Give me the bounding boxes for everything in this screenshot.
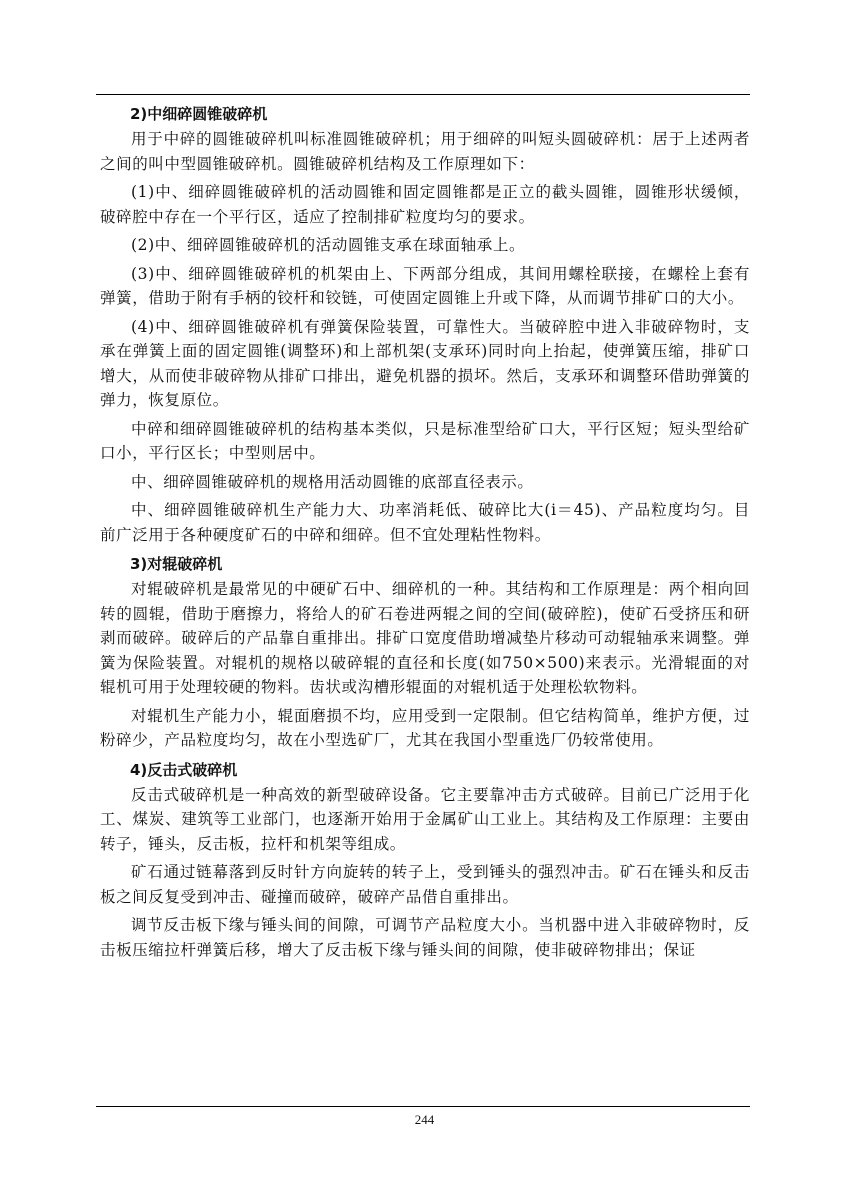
section-heading: 3)对辊破碎机: [130, 555, 223, 573]
section-cone-crusher: [100, 101, 750, 547]
paragraph: 中、细碎圆锥破碎机的规格用活动圆锥的底部直径表示。: [131, 472, 534, 491]
paragraph: (1)中、细碎圆锥破碎机的活动圆锥和固定圆锥都是正立的截头圆锥，圆锥形状缓倾，破碎腔中存在一个平行区，适应了控制排矿粒度均匀的要求。: [100, 183, 750, 226]
footer-rule: [96, 1106, 750, 1107]
paragraph: (4)中、细碎圆锥破碎机有弹簧保险装置，可靠性大。当破碎腔中进入非破碎物时，支承在弹簧上面的固定圆锥(调整环)和上部机架(支承环)同时向上抬起，使弹簧压缩，排矿口增大，从而使非破碎物从排矿口排出，避免机器的损坏。然后，支承环和调整环借助弹簧的弹力，恢复原位。: [100, 317, 750, 409]
paragraph: 用于中碎的圆锥破碎机叫标准圆锥破碎机；用于细碎的叫短头圆破碎机：居于上述两者之间的叫中型圆锥破碎机。圆锥破碎机结构及工作原理如下：: [100, 130, 750, 173]
paragraph: 对辊破碎机是最常见的中硬矿石中、细碎机的一种。其结构和工作原理是：两个相向回转的圆辊，借助于磨擦力，将给人的矿石卷进两辊之间的空间(破碎腔)，使矿石受挤压和研剥而破碎。破碎后的产品靠自重排出。排矿口宽度借助增减垫片移动可动辊轴承来调整。弹簧为保险装置。对辊机的规格以破碎辊的直径和长度(如750×500)来表示。光滑辊面的对辊机可用于处理较硬的物料。齿状或沟槽形辊面的对辊机适于处理松软物料。: [100, 580, 750, 696]
header-rule: [96, 94, 750, 95]
paragraph: 调节反击板下缘与锤头间的间隙，可调节产品粒度大小。当机器中进入非破碎物时，反击板压缩拉杆弹簧后移，增大了反击板下缘与锤头间的间隙，使非破碎物排出；保证: [100, 916, 750, 959]
section-roll-crusher: [100, 551, 750, 753]
paragraph: 中、细碎圆锥破碎机生产能力大、功率消耗低、破碎比大(i＝45)、产品粒度均匀。目前广泛用于各种硬度矿石的中碎和细碎。但不宜处理粘性物料。: [100, 501, 750, 544]
section-heading: 2)中细碎圆锥破碎机: [130, 105, 268, 123]
paragraph: 对辊机生产能力小，辊面磨损不均，应用受到一定限制。但它结构简单，维护方便，过粉碎少，产品粒度均匀，故在小型选矿厂，尤其在我国小型重选厂仍较常使用。: [100, 706, 750, 749]
paragraph: (2)中、细碎圆锥破碎机的活动圆锥支承在球面轴承上。: [131, 236, 526, 254]
paragraph: 反击式破碎机是一种高效的新型破碎设备。它主要靠冲击方式破碎。目前已广泛用于化工、煤炭、建筑等工业部门，也逐渐开始用于金属矿山工业上。其结构及工作原理：主要由转子，锤头，反击板，拉杆和机架等组成。: [100, 785, 750, 853]
paragraph: 中碎和细碎圆锥破碎机的结构基本类似，只是标准型给矿口大，平行区短；短头型给矿口小，平行区长；中型则居中。: [100, 419, 750, 462]
document-body: [100, 101, 750, 966]
paragraph: 矿石通过链幕落到反时针方向旋转的转子上，受到锤头的强烈冲击。矿石在锤头和反击板之间反复受到冲击、碰撞而破碎，破碎产品借自重排出。: [100, 863, 750, 906]
paragraph: (3)中、细碎圆锥破碎机的机架由上、下两部分组成，其间用螺栓联接，在螺栓上套有弹簧，借助于附有手柄的铰杆和铰链，可使固定圆锥上升或下降，从而调节排矿口的大小。: [100, 264, 750, 307]
page-number: 244: [414, 1112, 435, 1127]
section-impact-crusher: [100, 757, 750, 963]
section-heading: 4)反击式破碎机: [130, 760, 238, 779]
